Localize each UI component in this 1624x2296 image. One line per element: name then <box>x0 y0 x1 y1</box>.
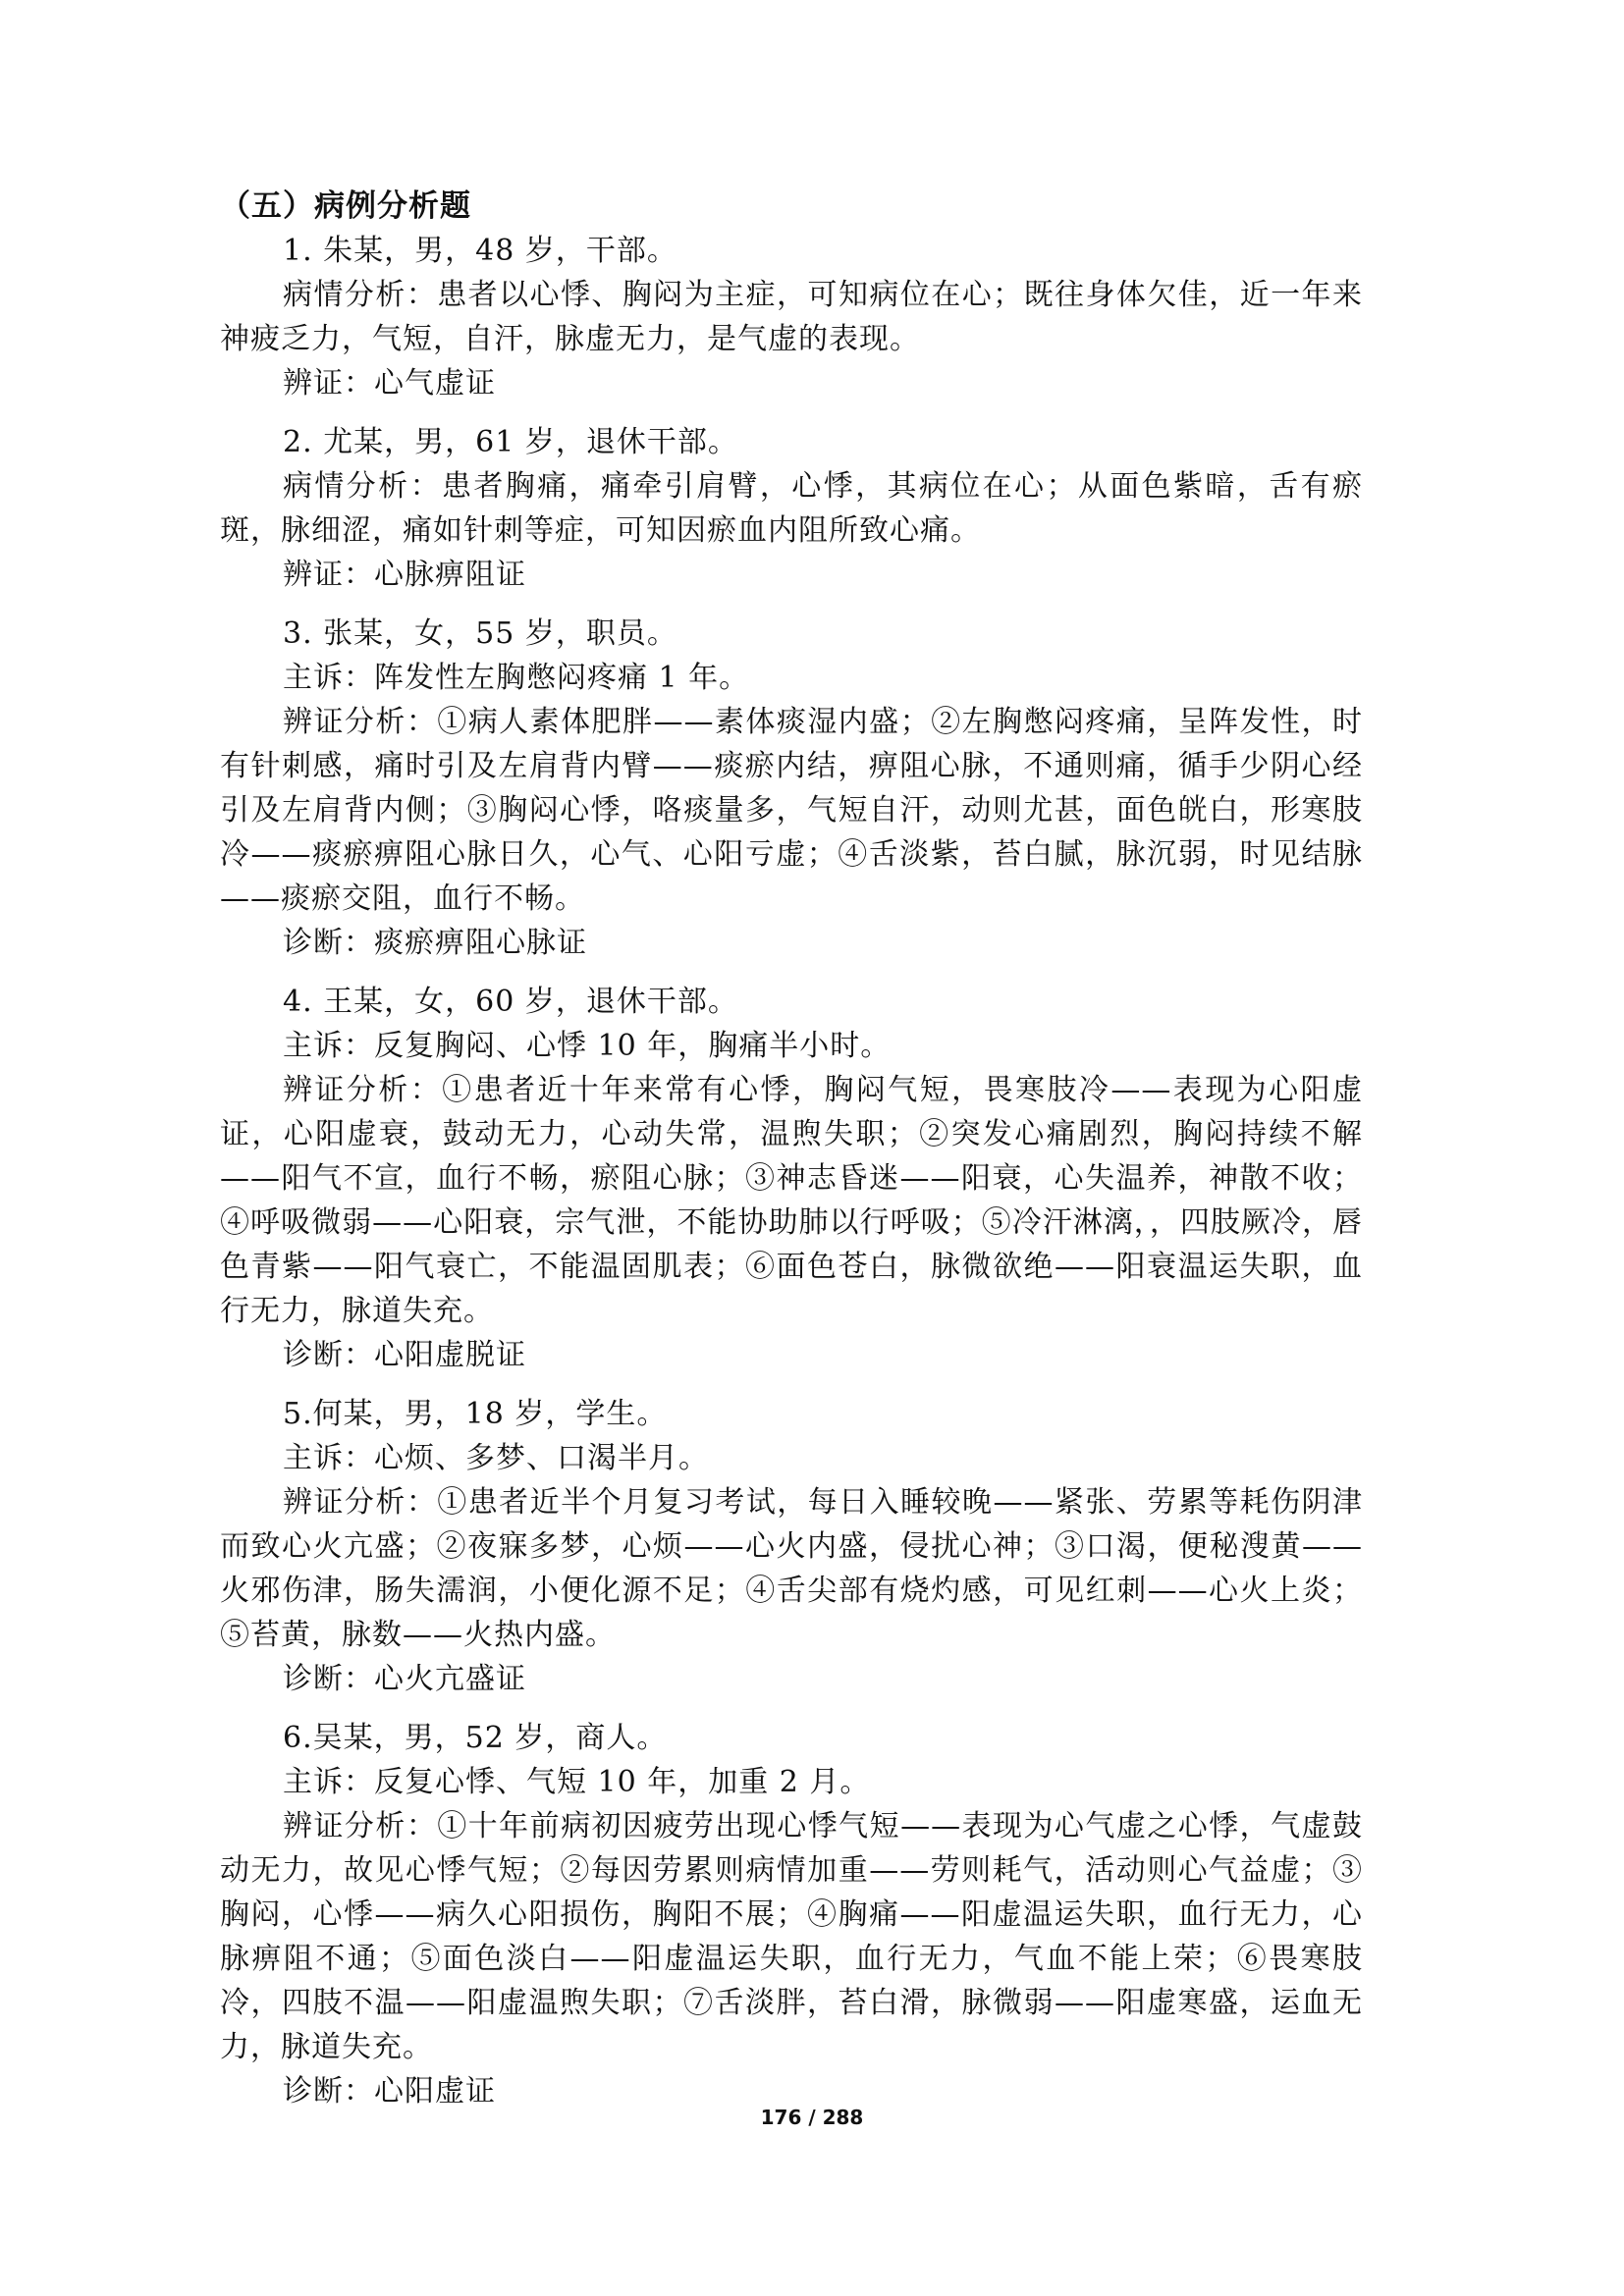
page-number: 176 / 288 <box>760 2106 864 2129</box>
case-paragraph: 诊断：痰瘀痹阻心脉证 <box>283 926 587 960</box>
case-paragraph: 主诉：反复胸闷、心悸 10 年，胸痛半小时。 <box>283 1029 892 1063</box>
case-block <box>220 1392 1363 1701</box>
case-block <box>220 980 1363 1377</box>
case-header: 6.吴某，男，52 岁，商人。 <box>283 1721 668 1755</box>
case-block <box>220 1716 1363 2113</box>
case-header: 4. 王某，女，60 岁，退休干部。 <box>283 985 738 1019</box>
case-paragraph: 主诉：心烦、多梦、口渴半月。 <box>283 1441 709 1475</box>
case-header: 2. 尤某，男，61 岁，退休干部。 <box>283 425 738 459</box>
case-paragraph: 主诉：反复心悸、气短 10 年，加重 2 月。 <box>283 1765 871 1799</box>
case-paragraph: 病情分析：患者胸痛，痛牵引肩臂，心悸，其病位在心；从面色紫暗，舌有瘀斑，脉细涩，痛如针刺等症，可知因瘀血内阻所致心痛。 <box>220 469 1363 548</box>
case-paragraph: 辨证：心脉痹阻证 <box>283 558 526 592</box>
case-paragraph: 辨证：心气虚证 <box>283 366 496 400</box>
case-paragraph: 病情分析：患者以心悸、胸闷为主症，可知病位在心；既往身体欠佳，近一年来神疲乏力，气短，自汗，脉虚无力，是气虚的表现。 <box>220 278 1363 356</box>
page-content <box>220 185 1363 2128</box>
case-paragraph: 诊断：心阳虚脱证 <box>283 1338 526 1372</box>
case-paragraph: 辨证分析：①患者近十年来常有心悸，胸闷气短，畏寒肢冷——表现为心阳虚证，心阳虚衰，鼓动无力，心动失常，温煦失职；②突发心痛剧烈，胸闷持续不解——阳气不宣，血行不畅，瘀阻心脉；③神志昏迷——阳衰，心失温养，神散不收；④呼吸微弱——心阳衰，宗气泄，不能协助肺以行呼吸；⑤冷汗淋漓，，四肢厥冷，唇色青紫——阳气衰亡，不能温固肌表；⑥面色苍白，脉微欲绝——阳衰温运失职，血行无力，脉道失充。 <box>220 1073 1363 1328</box>
case-paragraph: 辨证分析：①十年前病初因疲劳出现心悸气短——表现为心气虚之心悸，气虚鼓动无力，故见心悸气短；②每因劳累则病情加重——劳则耗气，活动则心气益虚；③胸闷，心悸——病久心阳损伤，胸阳不展；④胸痛——阳虚温运失职，血行无力，心脉痹阻不通；⑤面色淡白——阳虚温运失职，血行无力，气血不能上荣；⑥畏寒肢冷，四肢不温——阳虚温煦失职；⑦舌淡胖，苔白滑，脉微弱——阳虚寒盛，运血无力，脉道失充。 <box>220 1809 1363 2064</box>
case-paragraph: 辨证分析：①病人素体肥胖——素体痰湿内盛；②左胸憋闷疼痛，呈阵发性，时有针刺感，痛时引及左肩背内臂——痰瘀内结，痹阻心脉，不通则痛，循手少阴心经引及左肩背内侧；③胸闷心悸，咯痰量多，气短自汗，动则尤甚，面色㿠白，形寒肢冷——痰瘀痹阻心脉日久，心气、心阳亏虚；④舌淡紫，苔白腻，脉沉弱，时见结脉——痰瘀交阻，血行不畅。 <box>220 705 1363 916</box>
case-paragraph: 主诉：阵发性左胸憋闷疼痛 1 年。 <box>283 661 750 695</box>
case-list <box>220 229 1363 2113</box>
section-title: （五）病例分析题 <box>220 188 471 224</box>
case-block <box>220 229 1363 405</box>
case-header: 1. 朱某，男，48 岁，干部。 <box>283 234 677 268</box>
case-paragraph: 诊断：心阳虚证 <box>283 2074 496 2109</box>
case-header: 3. 张某，女，55 岁，职员。 <box>283 616 677 651</box>
case-block <box>220 420 1363 597</box>
case-paragraph: 辨证分析：①患者近半个月复习考试，每日入睡较晚——紧张、劳累等耗伤阴津而致心火亢盛；②夜寐多梦，心烦——心火内盛，侵扰心神；③口渴，便秘溲黄——火邪伤津，肠失濡润，小便化源不足；④舌尖部有烧灼感，可见红刺——心火上炎；⑤苔黄，脉数——火热内盛。 <box>220 1485 1363 1652</box>
case-header: 5.何某，男，18 岁，学生。 <box>283 1397 668 1431</box>
case-block <box>220 612 1363 965</box>
case-paragraph: 诊断：心火亢盛证 <box>283 1662 526 1696</box>
